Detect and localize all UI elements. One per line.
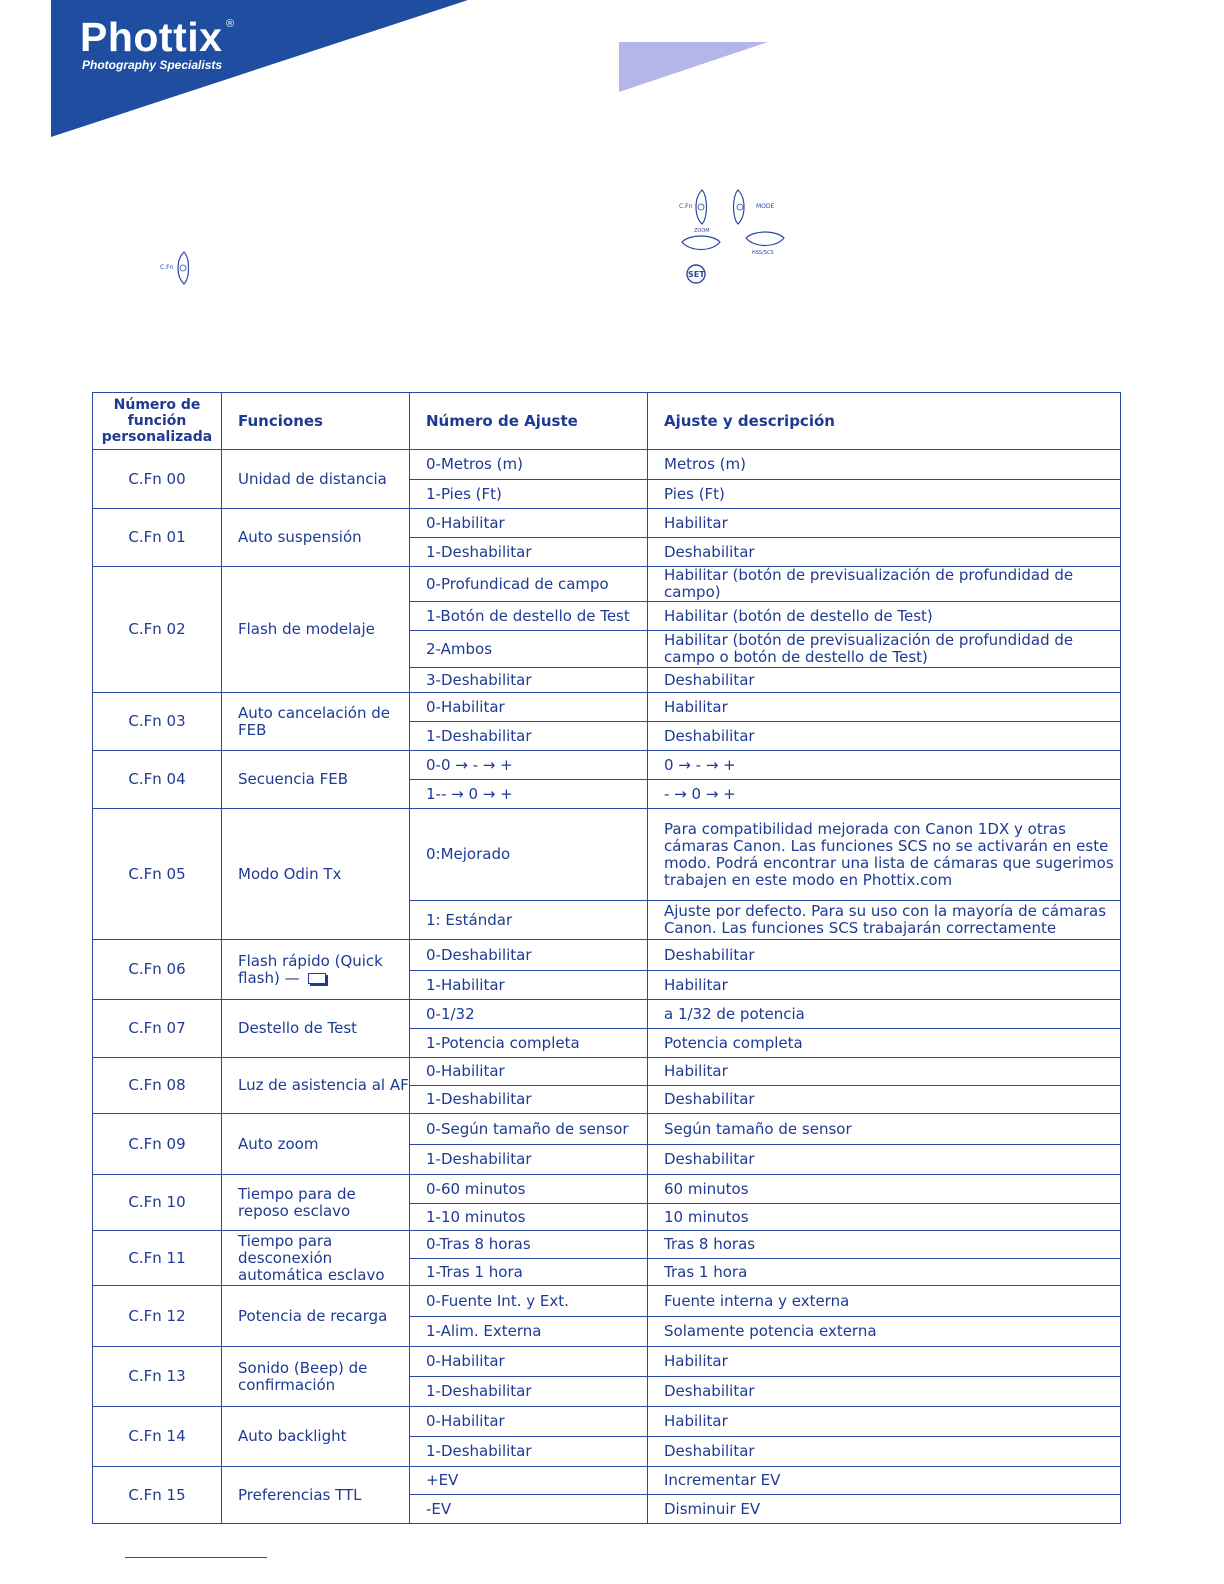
setting-description-cell: Deshabilitar bbox=[648, 1145, 1121, 1175]
header-functions: Funciones bbox=[222, 393, 410, 450]
function-name-cell: Secuencia FEB bbox=[222, 751, 410, 809]
setting-description-cell: Incrementar EV bbox=[648, 1467, 1121, 1495]
setting-number-cell: 1-Botón de destello de Test bbox=[410, 602, 648, 631]
cfn-button-right-icon bbox=[679, 190, 707, 224]
setting-number-cell: 2-Ambos bbox=[410, 631, 648, 668]
table-row bbox=[93, 693, 1121, 722]
setting-number-cell: 0-Deshabilitar bbox=[410, 940, 648, 971]
custom-functions-table-wrapper bbox=[92, 392, 1120, 1524]
setting-number-cell: 1-Deshabilitar bbox=[410, 1086, 648, 1114]
function-name-cell: Unidad de distancia bbox=[222, 450, 410, 509]
header-setting-description: Ajuste y descripción bbox=[648, 393, 1121, 450]
cfn-number-cell: C.Fn 07 bbox=[93, 1000, 222, 1058]
setting-number-cell: 0-Profundicad de campo bbox=[410, 567, 648, 602]
setting-description-cell: Pies (Ft) bbox=[648, 480, 1121, 509]
function-name-cell: Tiempo para desconexión automática esclavo bbox=[222, 1231, 410, 1286]
setting-number-cell: +EV bbox=[410, 1467, 648, 1495]
setting-number-cell: 0:Mejorado bbox=[410, 809, 648, 901]
cfn-number-cell: C.Fn 00 bbox=[93, 450, 222, 509]
mode-label: MODE bbox=[756, 203, 775, 210]
setting-number-cell: 1-- → 0 → + bbox=[410, 780, 648, 809]
set-label: SET bbox=[688, 270, 705, 279]
cfn-number-cell: C.Fn 01 bbox=[93, 509, 222, 567]
table-row bbox=[93, 940, 1121, 971]
setting-description-cell: Según tamaño de sensor bbox=[648, 1114, 1121, 1145]
cfn-number-cell: C.Fn 06 bbox=[93, 940, 222, 1000]
cfn-number-cell: C.Fn 08 bbox=[93, 1058, 222, 1114]
setting-number-cell: 1-Habilitar bbox=[410, 971, 648, 1000]
setting-description-cell: Habilitar (botón de destello de Test) bbox=[648, 602, 1121, 631]
setting-number-cell: 1-Deshabilitar bbox=[410, 1377, 648, 1407]
accent-triangle bbox=[619, 42, 768, 92]
function-name-cell: Luz de asistencia al AF bbox=[222, 1058, 410, 1114]
cfn-right-label: C.Fn bbox=[679, 203, 693, 210]
setting-number-cell: 1-Alim. Externa bbox=[410, 1317, 648, 1347]
setting-description-cell: a 1/32 de potencia bbox=[648, 1000, 1121, 1029]
function-name-cell: Modo Odin Tx bbox=[222, 809, 410, 940]
zoom-button-icon bbox=[682, 228, 720, 250]
table-row bbox=[93, 450, 1121, 480]
setting-number-cell: 0-0 → - → + bbox=[410, 751, 648, 780]
setting-number-cell: 0-1/32 bbox=[410, 1000, 648, 1029]
function-name-cell: Tiempo para de reposo esclavo bbox=[222, 1175, 410, 1231]
function-name-cell: Sonido (Beep) de confirmación bbox=[222, 1347, 410, 1407]
cfn-number-cell: C.Fn 02 bbox=[93, 567, 222, 693]
setting-description-cell: Ajuste por defecto. Para su uso con la mayoría de cámaras Canon. Las funciones SCS trabajarán correctamente bbox=[648, 901, 1121, 940]
footer-rule bbox=[125, 1557, 267, 1558]
registered-mark: ® bbox=[226, 18, 235, 30]
table-row bbox=[93, 1467, 1121, 1495]
setting-description-cell: Deshabilitar bbox=[648, 940, 1121, 971]
table-row bbox=[93, 1286, 1121, 1317]
setting-description-cell: Deshabilitar bbox=[648, 668, 1121, 693]
setting-number-cell: 0-Fuente Int. y Ext. bbox=[410, 1286, 648, 1317]
setting-description-cell: 10 minutos bbox=[648, 1204, 1121, 1231]
function-name-cell: Flash rápido (Quick flash) — bbox=[222, 940, 410, 1000]
setting-number-cell: 1-Deshabilitar bbox=[410, 1145, 648, 1175]
setting-number-cell: 0-Habilitar bbox=[410, 693, 648, 722]
setting-number-cell: 0-Según tamaño de sensor bbox=[410, 1114, 648, 1145]
hss-label: HSS/SCS bbox=[752, 250, 774, 256]
cfn-number-cell: C.Fn 10 bbox=[93, 1175, 222, 1231]
setting-number-cell: 0-60 minutos bbox=[410, 1175, 648, 1204]
hss-button-icon bbox=[746, 232, 784, 256]
setting-number-cell: 0-Tras 8 horas bbox=[410, 1231, 648, 1259]
setting-number-cell: 1-Potencia completa bbox=[410, 1029, 648, 1058]
table-row bbox=[93, 751, 1121, 780]
custom-functions-table bbox=[92, 392, 1121, 1524]
setting-description-cell: Disminuir EV bbox=[648, 1495, 1121, 1524]
setting-description-cell: Deshabilitar bbox=[648, 722, 1121, 751]
setting-number-cell: 1: Estándar bbox=[410, 901, 648, 940]
cfn-number-cell: C.Fn 03 bbox=[93, 693, 222, 751]
setting-description-cell: Metros (m) bbox=[648, 450, 1121, 480]
function-name-cell: Flash de modelaje bbox=[222, 567, 410, 693]
setting-number-cell: 0-Habilitar bbox=[410, 1407, 648, 1437]
mode-button-icon bbox=[734, 190, 775, 224]
setting-description-cell: - → 0 → + bbox=[648, 780, 1121, 809]
header-setting-number: Número de Ajuste bbox=[410, 393, 648, 450]
setting-description-cell: Habilitar bbox=[648, 1347, 1121, 1377]
brand-tagline: Photography Specialists bbox=[82, 58, 223, 72]
setting-number-cell: 1-Deshabilitar bbox=[410, 1437, 648, 1467]
setting-description-cell: Deshabilitar bbox=[648, 1086, 1121, 1114]
table-row bbox=[93, 809, 1121, 901]
table-row bbox=[93, 567, 1121, 602]
setting-description-cell: Habilitar (botón de previsualización de profundidad de campo o botón de destello de Test) bbox=[648, 631, 1121, 668]
control-buttons-group bbox=[676, 188, 796, 288]
setting-description-cell: Tras 8 horas bbox=[648, 1231, 1121, 1259]
setting-description-cell: Habilitar bbox=[648, 693, 1121, 722]
setting-description-cell: Solamente potencia externa bbox=[648, 1317, 1121, 1347]
setting-description-cell: 0 → - → + bbox=[648, 751, 1121, 780]
table-row bbox=[93, 509, 1121, 538]
brand-logo-text: Phottix bbox=[80, 14, 223, 60]
setting-description-cell: Habilitar bbox=[648, 1058, 1121, 1086]
table-row bbox=[93, 1347, 1121, 1377]
setting-number-cell: 0-Metros (m) bbox=[410, 450, 648, 480]
cfn-left-label: C.Fn bbox=[160, 264, 174, 271]
setting-number-cell: 1-10 minutos bbox=[410, 1204, 648, 1231]
function-name-cell: Auto backlight bbox=[222, 1407, 410, 1467]
setting-description-cell: Habilitar (botón de previsualización de profundidad de campo) bbox=[648, 567, 1121, 602]
setting-description-cell: Habilitar bbox=[648, 509, 1121, 538]
setting-description-cell: Fuente interna y externa bbox=[648, 1286, 1121, 1317]
setting-description-cell: Deshabilitar bbox=[648, 538, 1121, 567]
function-name-cell: Destello de Test bbox=[222, 1000, 410, 1058]
function-name-cell: Preferencias TTL bbox=[222, 1467, 410, 1524]
table-row bbox=[93, 1000, 1121, 1029]
setting-description-cell: Habilitar bbox=[648, 971, 1121, 1000]
cfn-number-cell: C.Fn 04 bbox=[93, 751, 222, 809]
cfn-number-cell: C.Fn 09 bbox=[93, 1114, 222, 1175]
function-name-cell: Auto zoom bbox=[222, 1114, 410, 1175]
setting-description-cell: 60 minutos bbox=[648, 1175, 1121, 1204]
table-row bbox=[93, 1114, 1121, 1145]
setting-number-cell: 0-Habilitar bbox=[410, 1347, 648, 1377]
setting-number-cell: 0-Habilitar bbox=[410, 509, 648, 538]
setting-description-cell: Para compatibilidad mejorada con Canon 1DX y otras cámaras Canon. Las funciones SCS no se activarán en este modo. Podrá encontrar una lista de cámaras que sugerimos trabajen en este modo en Phottix.com bbox=[648, 809, 1121, 901]
setting-number-cell: 1-Tras 1 hora bbox=[410, 1259, 648, 1286]
setting-number-cell: 0-Habilitar bbox=[410, 1058, 648, 1086]
cfn-number-cell: C.Fn 14 bbox=[93, 1407, 222, 1467]
header-function-number: Número de función personalizada bbox=[93, 393, 222, 450]
cfn-number-cell: C.Fn 12 bbox=[93, 1286, 222, 1347]
cfn-button-left-icon bbox=[160, 250, 200, 286]
setting-description-cell: Habilitar bbox=[648, 1407, 1121, 1437]
cfn-number-cell: C.Fn 15 bbox=[93, 1467, 222, 1524]
table-body bbox=[93, 450, 1121, 1524]
zoom-label: ZOOM bbox=[694, 228, 710, 234]
cfn-number-cell: C.Fn 05 bbox=[93, 809, 222, 940]
setting-number-cell: 3-Deshabilitar bbox=[410, 668, 648, 693]
set-button-icon bbox=[687, 265, 705, 283]
table-row bbox=[93, 1175, 1121, 1204]
setting-description-cell: Potencia completa bbox=[648, 1029, 1121, 1058]
setting-description-cell: Deshabilitar bbox=[648, 1377, 1121, 1407]
setting-description-cell: Tras 1 hora bbox=[648, 1259, 1121, 1286]
cfn-number-cell: C.Fn 13 bbox=[93, 1347, 222, 1407]
function-name-cell: Auto cancelación de FEB bbox=[222, 693, 410, 751]
function-name-cell: Auto suspensión bbox=[222, 509, 410, 567]
setting-number-cell: 1-Pies (Ft) bbox=[410, 480, 648, 509]
table-row bbox=[93, 1231, 1121, 1259]
table-row bbox=[93, 1058, 1121, 1086]
setting-number-cell: -EV bbox=[410, 1495, 648, 1524]
setting-description-cell: Deshabilitar bbox=[648, 1437, 1121, 1467]
cfn-number-cell: C.Fn 11 bbox=[93, 1231, 222, 1286]
function-name-cell: Potencia de recarga bbox=[222, 1286, 410, 1347]
table-row bbox=[93, 1407, 1121, 1437]
setting-number-cell: 1-Deshabilitar bbox=[410, 722, 648, 751]
quick-flash-icon bbox=[308, 973, 326, 984]
setting-number-cell: 1-Deshabilitar bbox=[410, 538, 648, 567]
table-header-row bbox=[93, 393, 1121, 450]
